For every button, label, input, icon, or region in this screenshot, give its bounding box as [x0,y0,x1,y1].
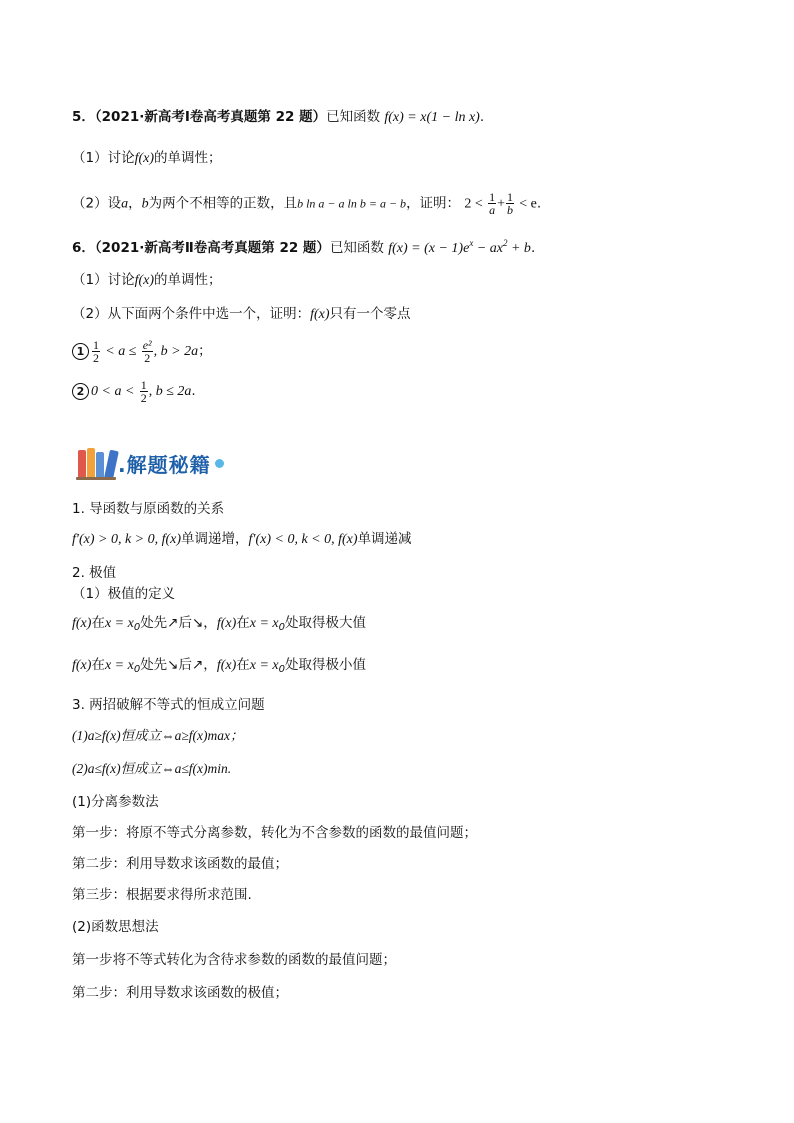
q5-p2-mid3: ，证明： [406,195,461,212]
min-f: 在 [236,657,250,673]
q5-ineq-left: 2 < [464,196,483,212]
q6-p2-tail: 只有一个零点 [329,306,411,322]
max-c: x = x [104,616,134,631]
q6-p2-text: （2）从下面两个条件中选一个，证明： [72,306,311,322]
q5-part1 [72,149,222,168]
section-title: .解题秘籍 [118,452,211,477]
q6-intro: 已知函数 [329,240,384,256]
circled-two-icon: 2 [72,383,89,400]
q5-function: f(x) = x(1 − ln x) [384,110,480,125]
q6-c1-frac2 [142,339,153,364]
q6-part2 [72,305,411,324]
q5-p2-label: （2）设 [72,195,122,212]
q6-p1-func: f(x) [134,273,155,288]
circled-one-icon: 1 [72,343,89,360]
q5-p2-end: . [536,195,542,212]
min-c: x = x [104,658,134,673]
tip-1-line [72,530,412,549]
q5-part2 [72,191,541,216]
max-b: 在 [91,615,105,631]
q6-c2-frac-num: 1 [140,377,147,392]
max-f: 在 [236,615,250,631]
q6-func-a: f(x) = (x − 1)e [388,241,470,256]
max-e: f(x) [216,616,237,631]
q6-c1-frac-num: 1 [93,337,99,352]
method-1-step-3: 第三步：根据要求得所求范围. [72,887,252,903]
books-icon [76,446,116,480]
min-a: f(x) [72,658,92,673]
min-sub2: 0 [278,664,285,675]
section-dot [215,459,224,468]
q6-func-sup2: 2 [502,238,508,248]
q5-ineq-right: < e [519,196,537,212]
tip-2-min [72,656,366,679]
method-1-step-1: 第一步：将原不等式分离参数，转化为不含参数的函数的最值问题； [72,825,477,841]
method-1-step-2: 第二步：利用导数求该函数的最值； [72,856,288,872]
min-e: f(x) [216,658,237,673]
q5-p2-equation: b ln a − a ln b = a − b [297,196,407,211]
q6-part1 [72,271,222,290]
tip-3-heading: 3. 两招破解不等式的恒成立问题 [72,697,265,713]
q6-number: 6． [72,240,95,256]
q6-func-b: − ax [473,241,503,256]
method-2-step-1: 第一步将不等式转化为含待求参数的函数的最值问题； [72,952,396,968]
q5-intro: 已知函数 [326,109,381,125]
min-h: 处取得极小值 [285,657,366,673]
tip1-c: f′(x) < 0, k < 0, f(x) [248,532,358,547]
q6-source: （2021·新高考Ⅱ卷高考真题第 22 题） [94,240,330,256]
method-1-heading: (1)分离参数法 [72,794,159,810]
max-h: 处取得极大值 [285,615,366,631]
method-2-heading: (2)函数思想法 [72,919,159,935]
q5-frac1-den: a [489,203,496,217]
q6-title [72,234,535,258]
tip-3-line-2: (2)a≤f(x)恒成立⇔a≤f(x)min. [72,761,232,776]
q6-p1-tail: 的单调性； [154,272,222,288]
min-d: 处先↘后↗， [140,657,217,673]
q6-c1-frac [92,339,100,364]
q5-end: . [479,109,485,125]
tip1-b: 单调递增， [181,531,249,547]
q5-p2-a: a [121,196,129,212]
tip-2-subheading: （1）极值的定义 [72,586,176,602]
q6-c2-tail: , b ≤ 2a [148,384,192,399]
q6-c2-left: 0 < a < [91,384,135,399]
q5-number: 5． [72,109,95,125]
q6-function [388,238,531,256]
q5-source: （2021·新高考Ⅰ卷高考真题第 22 题） [94,109,327,125]
max-sub: 0 [133,622,141,633]
max-d: 处先↗后↘， [140,615,217,631]
q5-frac-2 [506,191,514,216]
max-g: x = x [249,616,279,631]
method-2-step-2: 第二步：利用导数求该函数的极值； [72,985,288,1001]
q5-frac-1 [488,191,496,216]
q6-c1-frac2-den: 2 [144,350,151,365]
q6-c1-frac-den: 2 [93,350,99,365]
q6-condition-2 [72,378,196,405]
q6-c1-end: ； [198,343,212,359]
section-header [76,446,224,480]
q6-c2-end: . [191,383,196,399]
max-sub2: 0 [278,622,285,633]
q6-c1-tail: , b > 2a [153,344,199,359]
min-sub: 0 [133,664,141,675]
q6-end: . [530,240,536,256]
q6-p1-label: （1）讨论 [72,272,135,288]
q6-c2-frac-den: 2 [140,390,147,405]
q5-p1-tail: 的单调性； [154,150,222,166]
q5-p1-func: f(x) [134,151,155,166]
q5-p2-mid2: 为两个不相等的正数，且 [148,195,298,212]
tip1-a: f′(x) > 0, k > 0, f(x) [72,532,182,547]
q6-p2-func: f(x) [310,307,330,322]
tip1-d: 单调递减 [357,531,412,547]
tip-2-max [72,614,366,637]
q5-p2-b: b [141,196,149,212]
q6-condition-1 [72,338,212,365]
q6-func-sup: x [469,238,474,248]
min-g: x = x [249,658,279,673]
q5-frac2-den: b [506,203,513,217]
tip-3-line-1: (1)a≥f(x)恒成立⇔a≥f(x)max； [72,728,244,743]
q5-plus: + [497,196,505,212]
tip-2-heading: 2. 极值 [72,565,117,581]
q5-frac2-num: 1 [506,190,513,204]
max-a: f(x) [72,616,92,631]
q6-c1-mid: < a ≤ [105,344,137,359]
tip-1-heading: 1. 导函数与原函数的关系 [72,501,225,517]
q5-p2-mid1: ， [128,195,142,212]
q6-c1-frac2-num: e² [142,337,152,352]
q5-frac1-num: 1 [489,190,496,204]
q5-title [72,108,484,127]
q5-p1-label: （1）讨论 [72,150,135,166]
min-b: 在 [91,657,105,673]
q6-c2-frac [140,379,148,404]
q6-func-c: + b [507,241,531,256]
